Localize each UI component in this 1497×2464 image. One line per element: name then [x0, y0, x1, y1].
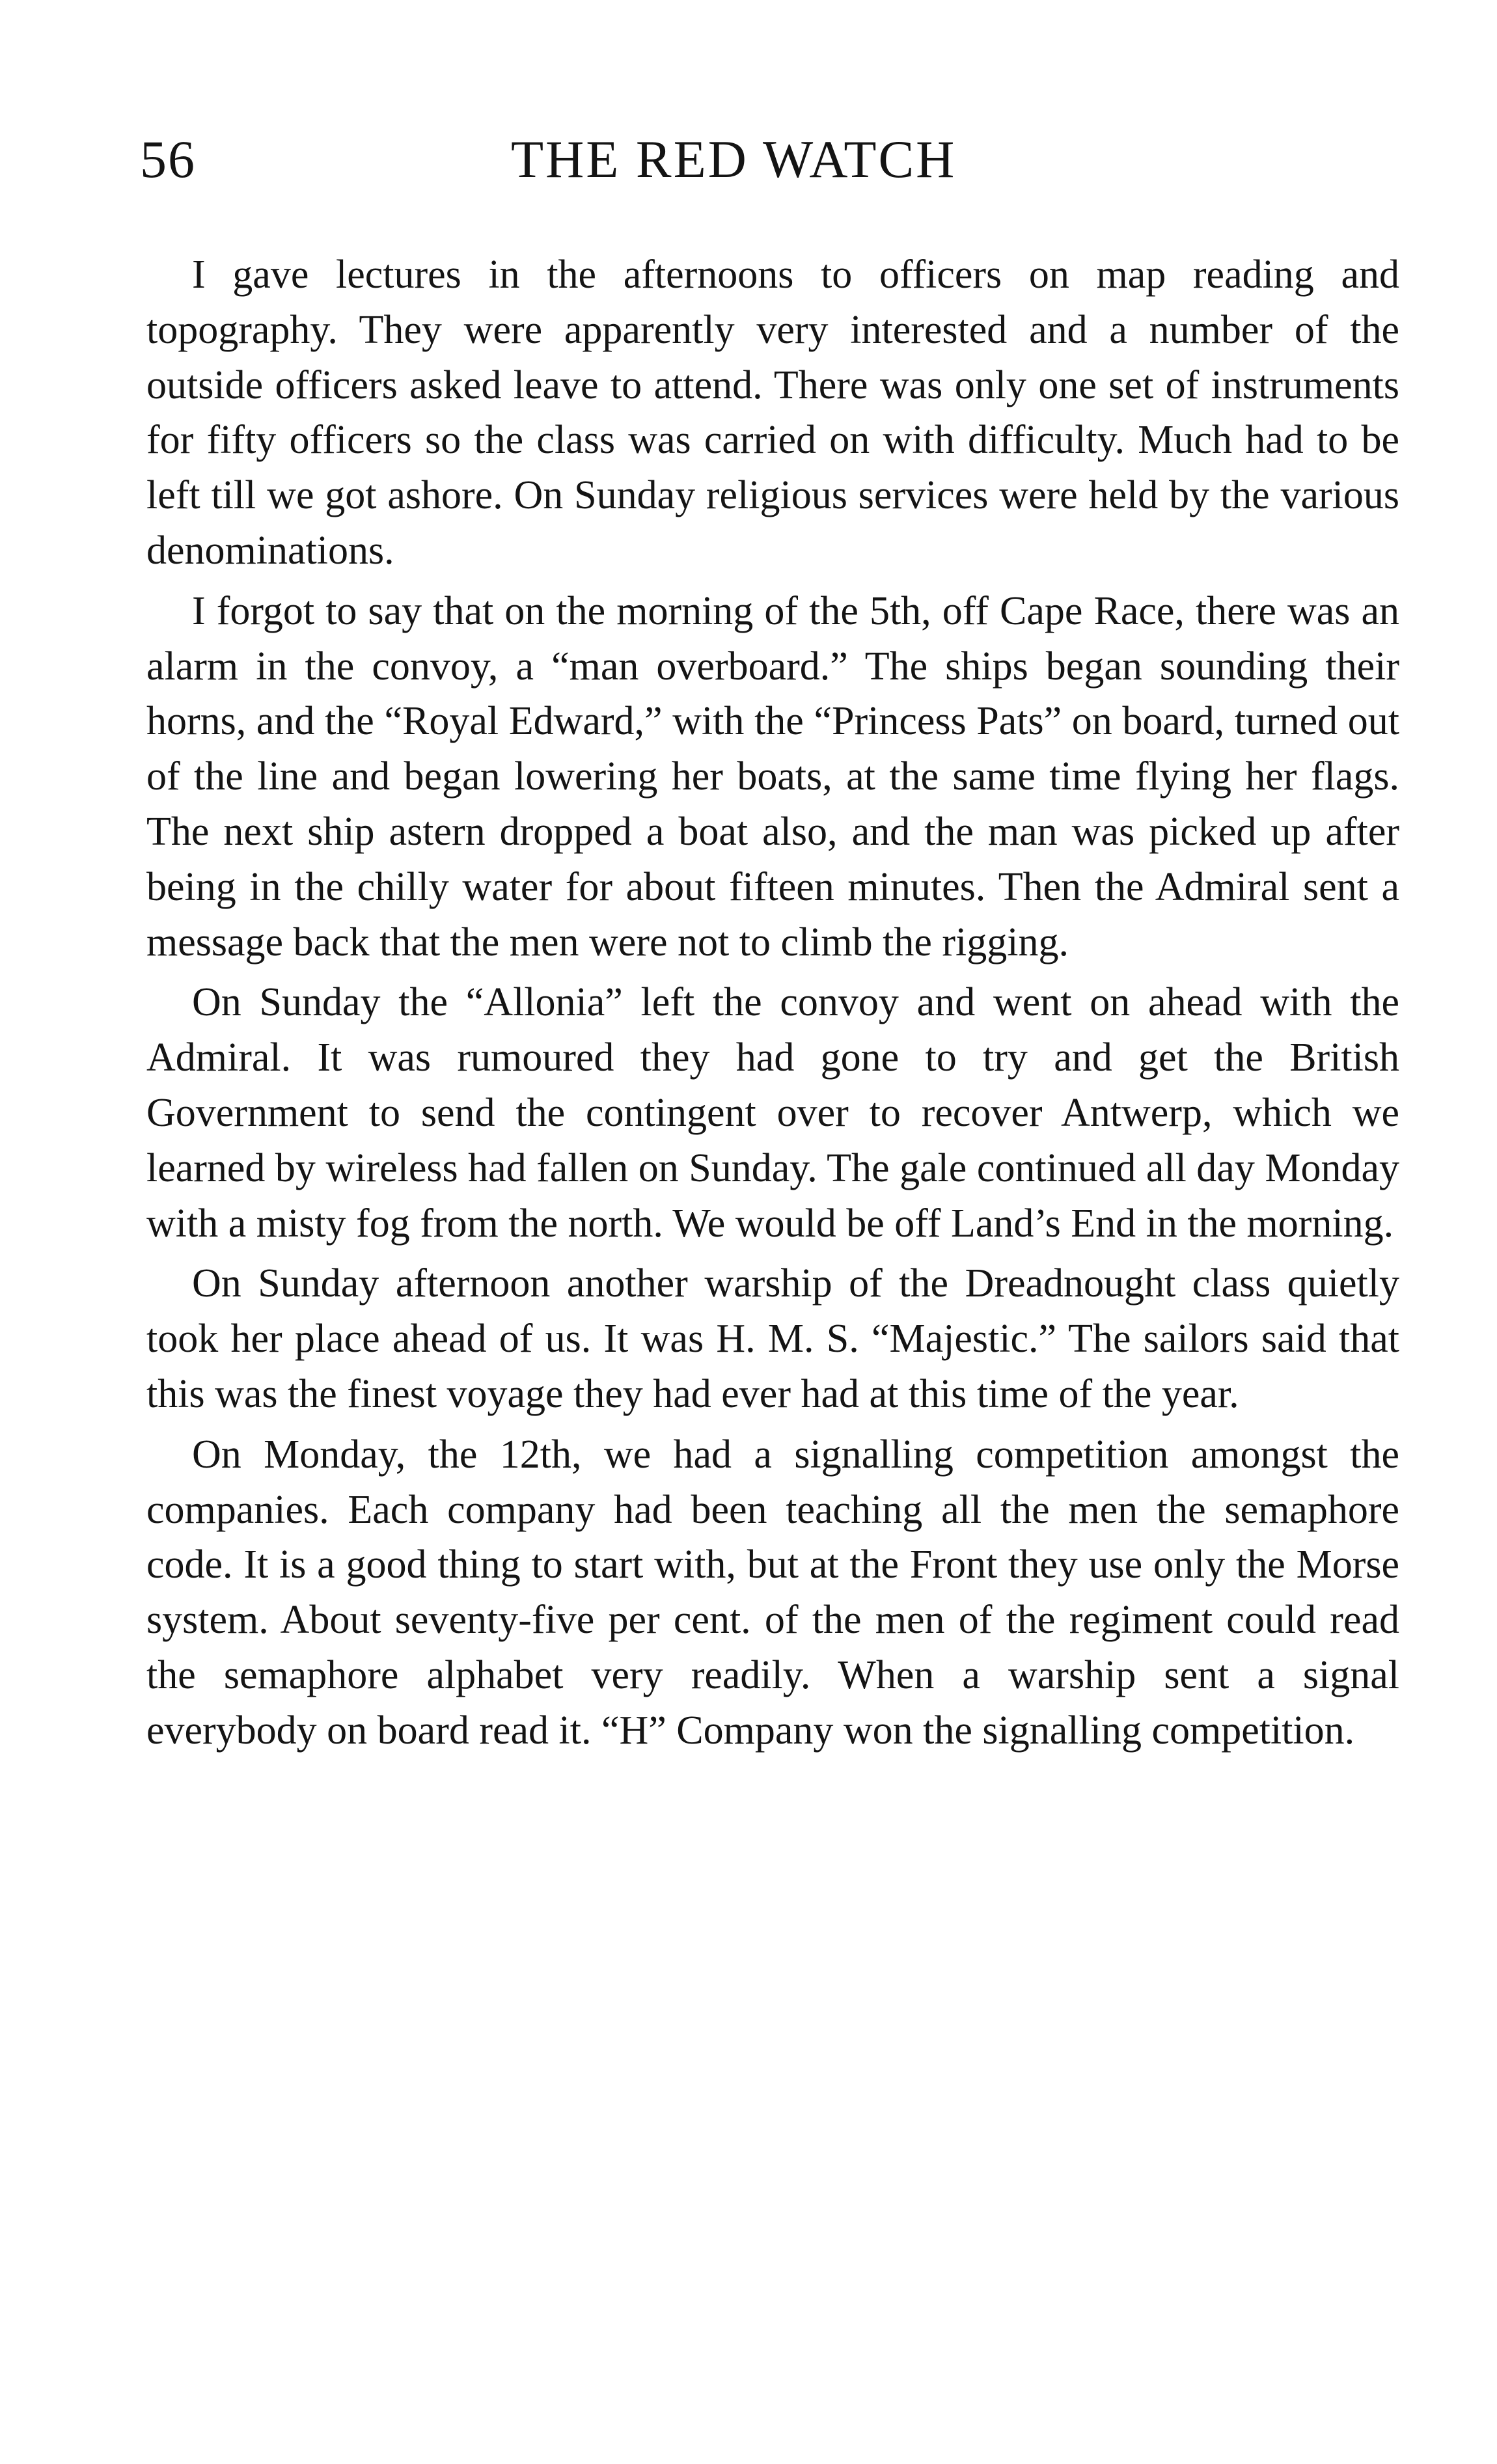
paragraph-lectures: I gave lectures in the afternoons to officers on map reading and topography. They were apparently very interested and a number of the outside officers asked leave to attend. There was only one set of instruments for fifty officers so the class was carried on with difficulty. Much had to be left till we got ashore. On Sunday religious services were held by the various denominations. — [146, 253, 1399, 573]
running-title: THE RED WATCH — [511, 130, 957, 189]
paragraph-man-overboard: I forgot to say that on the morning of the 5th, off Cape Race, there was an alarm in the convoy, a “man overboard.” The ships began sounding their horns, and the “Royal Edward,” with the “Princess Pats” on board, turned out of the line and began lowering her boats, at the same time flying her flags. The next ship astern dropped a boat also, and the man was picked up after being in the chilly water for about fifteen minutes. Then the Admiral sent a message back that the men were not to climb the rigging. — [146, 588, 1399, 965]
paragraph-allonia: On Sunday the “Allonia” left the convoy and went on ahead with the Admiral. It was rumoured they had gone to try and get the British Government to send the contingent over to recover Antwerp, which we learned by wireless had fallen on Sunday. The gale continued all day Monday with a misty fog from the north. We would be off Land’s End in the morning. — [146, 980, 1399, 1246]
paragraph-majestic: On Sunday afternoon another warship of the Dreadnought class quietly took her place ahead of us. It was H. M. S. “Majestic.” The sailors said that this was the finest voyage they had ever had at this time of the year. — [146, 1261, 1399, 1416]
paragraph-signalling: On Monday, the 12th, we had a signalling competition amongst the companies. Each company had been teaching all the men the semaphore code. It is a good thing to start with, but at the Front they use only the Morse system. About seventy-five per cent. of the men of the regiment could read the semaphore alphabet very readily. When a warship sent a signal everybody on board read it. “H” Company won the signalling competition. — [146, 1432, 1399, 1753]
body-text — [146, 247, 1399, 1764]
page-number: 56 — [140, 130, 196, 189]
page-header — [140, 124, 1399, 195]
